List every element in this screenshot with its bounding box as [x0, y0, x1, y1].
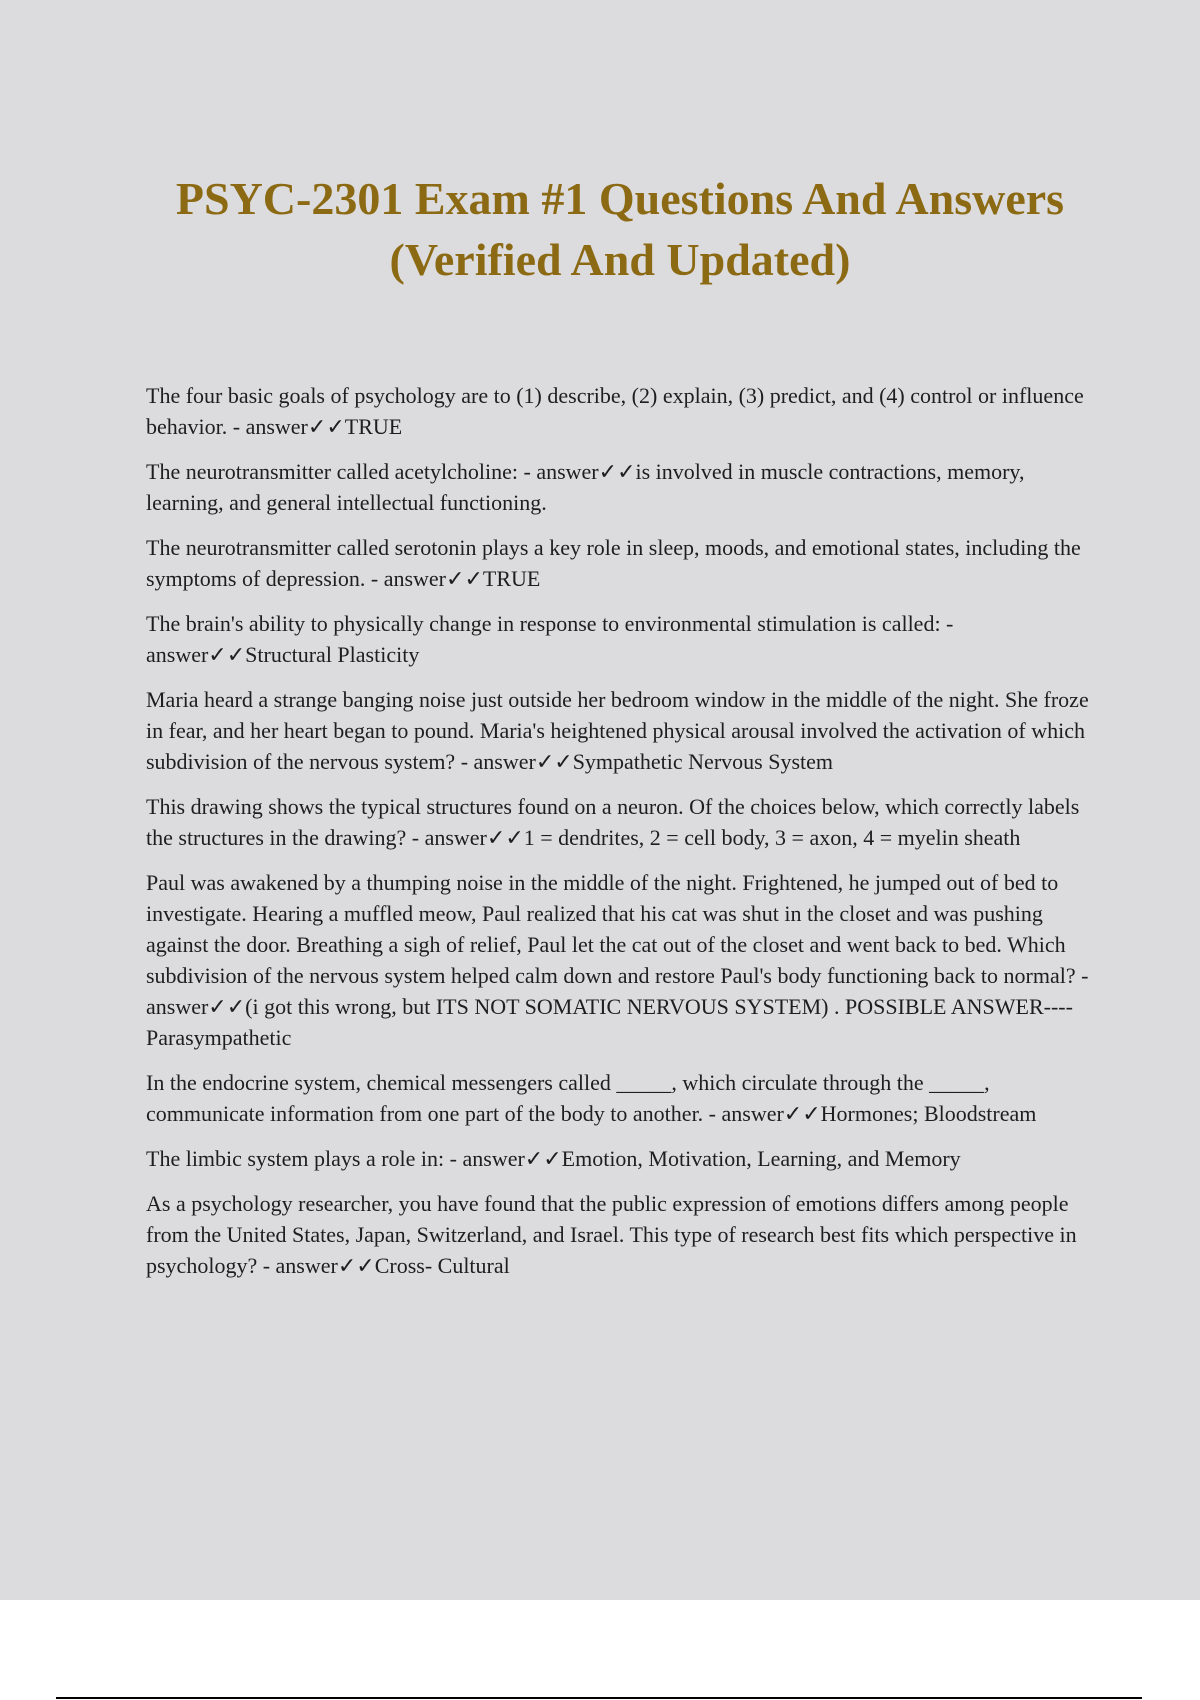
qa-item: The neurotransmitter called acetylcholine: - answer✓✓is involved in muscle contractions, memory, learning, and general intellectual functioning. [146, 459, 1025, 515]
document-title [120, 168, 1120, 290]
qa-item: The neurotransmitter called serotonin plays a key role in sleep, moods, and emotional states, including the symptoms of depression. - answer✓✓TRUE [146, 535, 1081, 591]
qa-item: As a psychology researcher, you have found that the public expression of emotions differs among people from the United States, Japan, Switzerland, and Israel. This type of research best fits which perspective in psychology? - answer✓✓Cross- Cultural [146, 1191, 1077, 1278]
qa-list [146, 380, 1090, 1295]
qa-item: This drawing shows the typical structures found on a neuron. Of the choices below, which correctly labels the structures in the drawing? - answer✓✓1 = dendrites, 2 = cell body, 3 = axon, 4 = myelin sheath [146, 794, 1080, 850]
footer-rule [56, 1697, 1142, 1699]
qa-item: Maria heard a strange banging noise just outside her bedroom window in the middle of the night. She froze in fear, and her heart began to pound. Maria's heightened physical arousal involved the activation of which subdivision of the nervous system? - answer✓✓Sympathetic Nervous System [146, 687, 1089, 774]
title-line-2: (Verified And Updated) [389, 234, 851, 285]
qa-item: Paul was awakened by a thumping noise in the middle of the night. Frightened, he jumped out of bed to investigate. Hearing a muffled meow, Paul realized that his cat was shut in the closet and was pushing against the door. Breathing a sigh of relief, Paul let the cat out of the closet and went back to bed. Which subdivision of the nervous system helped calm down and restore Paul's body functioning back to normal? - answer✓✓(i got this wrong, but ITS NOT SOMATIC NERVOUS SYSTEM) . POSSIBLE ANSWER---- Parasympathetic [146, 870, 1089, 1050]
title-line-1: PSYC-2301 Exam #1 Questions And Answers [175, 173, 1065, 224]
qa-item: The four basic goals of psychology are to (1) describe, (2) explain, (3) predict, and (4) control or influence behavior. - answer✓✓TRUE [146, 383, 1084, 439]
qa-item: The limbic system plays a role in: - answer✓✓Emotion, Motivation, Learning, and Memory [146, 1146, 961, 1171]
qa-item: The brain's ability to physically change in response to environmental stimulation is called: - answer✓✓Structural Plasticity [146, 611, 954, 667]
qa-item: In the endocrine system, chemical messengers called _____, which circulate through the _____, communicate information from one part of the body to another. - answer✓✓Hormones; Bloodstream [146, 1070, 1037, 1126]
